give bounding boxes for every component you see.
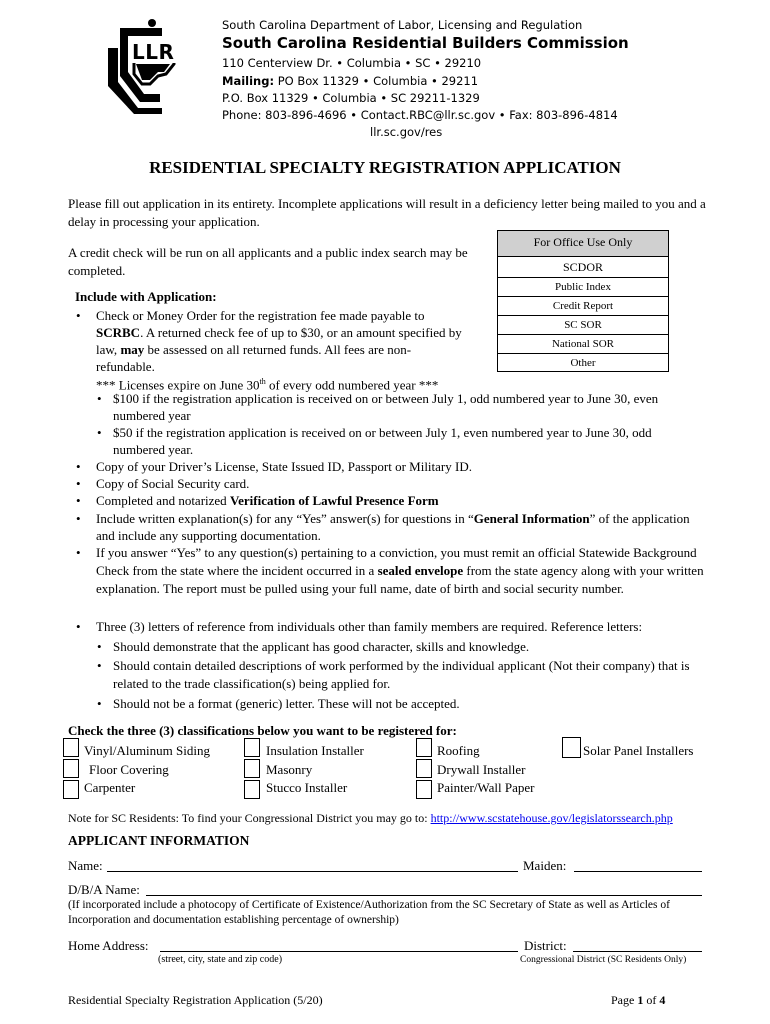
label-roofing: Roofing — [437, 743, 480, 758]
list-item-explanation: • Include written explanation(s) for any “Yes” answer(s) for questions in “General Information” of the application and include any supporting documentation. — [76, 511, 690, 543]
statehouse-link[interactable]: http://www.scstatehouse.gov/legislatorssearch.php — [430, 811, 673, 825]
mailing-address — [222, 72, 642, 90]
po-box-address: P.O. Box 11329 • Columbia • SC 29211-1329 — [222, 91, 480, 105]
checkbox-vinyl-siding[interactable] — [63, 738, 79, 757]
bullet: • — [76, 511, 81, 526]
list-item-id-copy: • Copy of your Driver’s License, State Issued ID, Passport or Military ID. — [76, 459, 472, 474]
label-painter: Painter/Wall Paper — [437, 780, 535, 795]
label-floor-covering: Floor Covering — [89, 762, 169, 777]
office-row-credit-report: Credit Report — [498, 296, 668, 315]
checkbox-painter[interactable] — [416, 780, 432, 799]
district-hint: Congressional District (SC Residents Only) — [520, 955, 687, 965]
classifications-heading: Check the three (3) classifications below you want to be registered for: — [68, 723, 457, 738]
mailing-value: PO Box 11329 • Columbia • 29211 — [274, 74, 479, 88]
list-item-ss-copy: • Copy of Social Security card. — [76, 476, 250, 491]
page-number: Page 1 of 4 — [611, 993, 666, 1007]
list-item-lawful-presence: • Completed and notarized Verification of Lawful Presence Form — [76, 493, 439, 508]
checkbox-roofing[interactable] — [416, 738, 432, 757]
maiden-label: Maiden: — [523, 858, 567, 873]
dba-field[interactable] — [146, 895, 702, 896]
list-item-fee-even: • $50 if the registration application is received on or between July 1, even numbered year to June 30, odd numbered year. — [97, 425, 652, 457]
incorporated-note: (If incorporated include a photocopy of Certificate of Existence/Authorization from the SC Secretary of State as well as Articles of Incorporation and documentation establishing percentage of ownership) — [68, 899, 670, 926]
office-row-national-sor: National SOR — [498, 334, 668, 353]
office-use-box — [497, 230, 669, 372]
agency-name: South Carolina Department of Labor, Licensing and Regulation — [222, 18, 583, 32]
commission-name: South Carolina Residential Builders Commission — [222, 34, 629, 52]
list-item-conviction: • If you answer “Yes” to any question(s) pertaining to a conviction, you must remit an official Statewide Background Check from the state where the incident occurred in a sealed envelope from the state agency along with your written explanation. The report must be pulled using your full name, date of birth and social security number. — [76, 545, 704, 596]
logo-text: LLR — [132, 40, 175, 64]
bullet: • — [97, 639, 102, 654]
district-label: District: — [524, 938, 567, 953]
office-row-other: Other — [498, 353, 668, 372]
bullet: • — [76, 493, 81, 508]
label-solar: Solar Panel Installers — [583, 743, 694, 758]
street-address: 110 Centerview Dr. • Columbia • SC • 29210 — [222, 56, 482, 70]
label-carpenter: Carpenter — [84, 780, 136, 795]
list-item-fee-odd: • $100 if the registration application is received on or between July 1, odd numbered year to June 30, even numbered year — [97, 391, 659, 423]
list-item-ref-generic: • Should not be a format (generic) letter. These will not be accepted. — [97, 696, 460, 711]
page-title: RESIDENTIAL SPECIALTY REGISTRATION APPLICATION — [149, 158, 621, 177]
applicant-heading: APPLICANT INFORMATION — [68, 833, 250, 848]
bullet: • — [76, 619, 81, 634]
maiden-field[interactable] — [574, 871, 702, 872]
office-row-public-index: Public Index — [498, 277, 668, 296]
checkbox-drywall[interactable] — [416, 759, 432, 778]
include-heading: Include with Application: — [75, 289, 217, 304]
name-label: Name: — [68, 858, 103, 873]
list-item-check: • Check or Money Order for the registration fee made payable to SCRBC. A returned check fee of up to $30, or an amount specified by law, may be assessed on all returned funds. All fees are non-refundable. — [76, 308, 462, 374]
label-vinyl-siding: Vinyl/Aluminum Siding — [84, 743, 210, 758]
name-field[interactable] — [107, 871, 518, 872]
label-drywall: Drywall Installer — [437, 762, 526, 777]
office-row-sc-sor: SC SOR — [498, 315, 668, 334]
bullet: • — [97, 425, 102, 440]
checkbox-masonry[interactable] — [244, 759, 260, 778]
list-item-ref-work: • Should contain detailed descriptions of work performed by the individual applicant (Not their company) that is related to the trade classification(s) being applied for. — [97, 658, 690, 691]
website: llr.sc.gov/res — [370, 125, 443, 139]
home-address-field[interactable] — [160, 951, 518, 952]
footer-doc-name: Residential Specialty Registration Application (5/20) — [68, 993, 323, 1007]
label-masonry: Masonry — [266, 762, 313, 777]
address-hint: (street, city, state and zip code) — [158, 954, 283, 965]
dba-label: D/B/A Name: — [68, 882, 140, 897]
llr-logo-graphic — [100, 14, 186, 118]
office-row-scdor: SCDOR — [498, 256, 668, 277]
bullet: • — [76, 308, 81, 323]
llr-logo — [100, 14, 186, 118]
home-address-label: Home Address: — [68, 938, 149, 953]
label-insulation: Insulation Installer — [266, 743, 364, 758]
district-field[interactable] — [573, 951, 702, 952]
list-item-references: • Three (3) letters of reference from individuals other than family members are required. Reference letters: — [76, 619, 643, 634]
list-item-ref-character: • Should demonstrate that the applicant has good character, skills and knowledge. — [97, 639, 530, 654]
label-stucco: Stucco Installer — [266, 780, 348, 795]
district-note: Note for SC Residents: To find your Congressional District you may go to: http://www.scstatehouse.gov/legislatorssearch.php — [68, 811, 673, 825]
bullet: • — [97, 391, 102, 406]
bullet: • — [97, 696, 102, 711]
intro-text: Please fill out application in its entirety. Incomplete applications will result in a deficiency letter being mailed to you and a delay in processing your application. — [68, 196, 706, 229]
checkbox-stucco[interactable] — [244, 780, 260, 799]
checkbox-carpenter[interactable] — [63, 780, 79, 799]
checkbox-solar[interactable] — [562, 737, 581, 758]
bullet: • — [76, 476, 81, 491]
expire-notice: *** Licenses expire on June 30th of every odd numbered year *** — [96, 377, 439, 393]
bullet: • — [76, 459, 81, 474]
checkbox-floor-covering[interactable] — [63, 759, 79, 778]
contact-line: Phone: 803-896-4696 • Contact.RBC@llr.sc.gov • Fax: 803-896-4814 — [222, 108, 618, 122]
bullet: • — [97, 658, 102, 673]
credit-check-text: A credit check will be run on all applicants and a public index search may be completed. — [68, 245, 468, 278]
office-use-title: For Office Use Only — [498, 231, 668, 256]
checkbox-insulation[interactable] — [244, 738, 260, 757]
mailing-label: Mailing: — [222, 74, 275, 88]
bullet: • — [76, 545, 81, 560]
